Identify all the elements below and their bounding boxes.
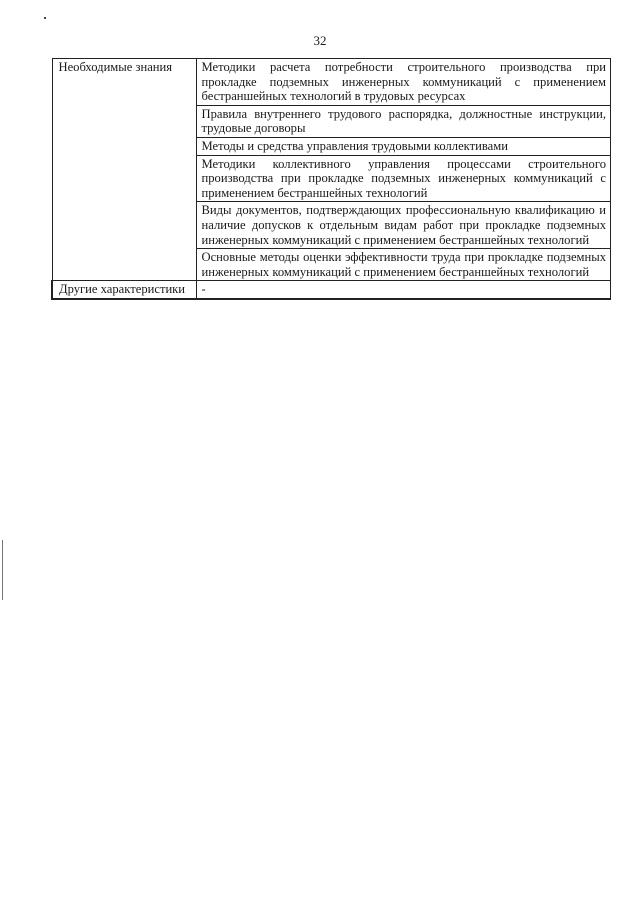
- knowledge-item: Правила внутреннего трудового распорядка, должностные инструкции, трудовые договоры: [196, 105, 611, 137]
- characteristics-table: [51, 58, 611, 300]
- knowledge-item: Методики расчета потребности строительного производства при прокладке подземных инженерных коммуникаций с применением бестраншейных технологий в трудовых ресурсах: [196, 59, 611, 106]
- other-characteristics-value: -: [196, 281, 611, 299]
- other-characteristics-label: Другие характеристики: [52, 281, 196, 299]
- knowledge-item: Методы и средства управления трудовыми коллективами: [196, 137, 611, 155]
- knowledge-item: Виды документов, подтверждающих профессиональную квалификацию и наличие допусков к отдельным видам работ при прокладке подземных инженерных коммуникаций с применением бестраншейных технологий: [196, 202, 611, 249]
- table-row: [52, 281, 611, 299]
- scan-edge-mark: [2, 540, 3, 600]
- knowledge-label: Необходимые знания: [52, 59, 196, 281]
- knowledge-item: Основные методы оценки эффективности труда при прокладке подземных инженерных коммуникаций с применением бестраншейных технологий: [196, 249, 611, 281]
- knowledge-item: Методики коллективного управления процессами строительного производства при прокладке подземных инженерных коммуникаций с применением бестраншейных технологий: [196, 155, 611, 202]
- page-number: 32: [313, 33, 327, 48]
- table-row: [52, 59, 611, 106]
- scan-speck: [44, 17, 46, 19]
